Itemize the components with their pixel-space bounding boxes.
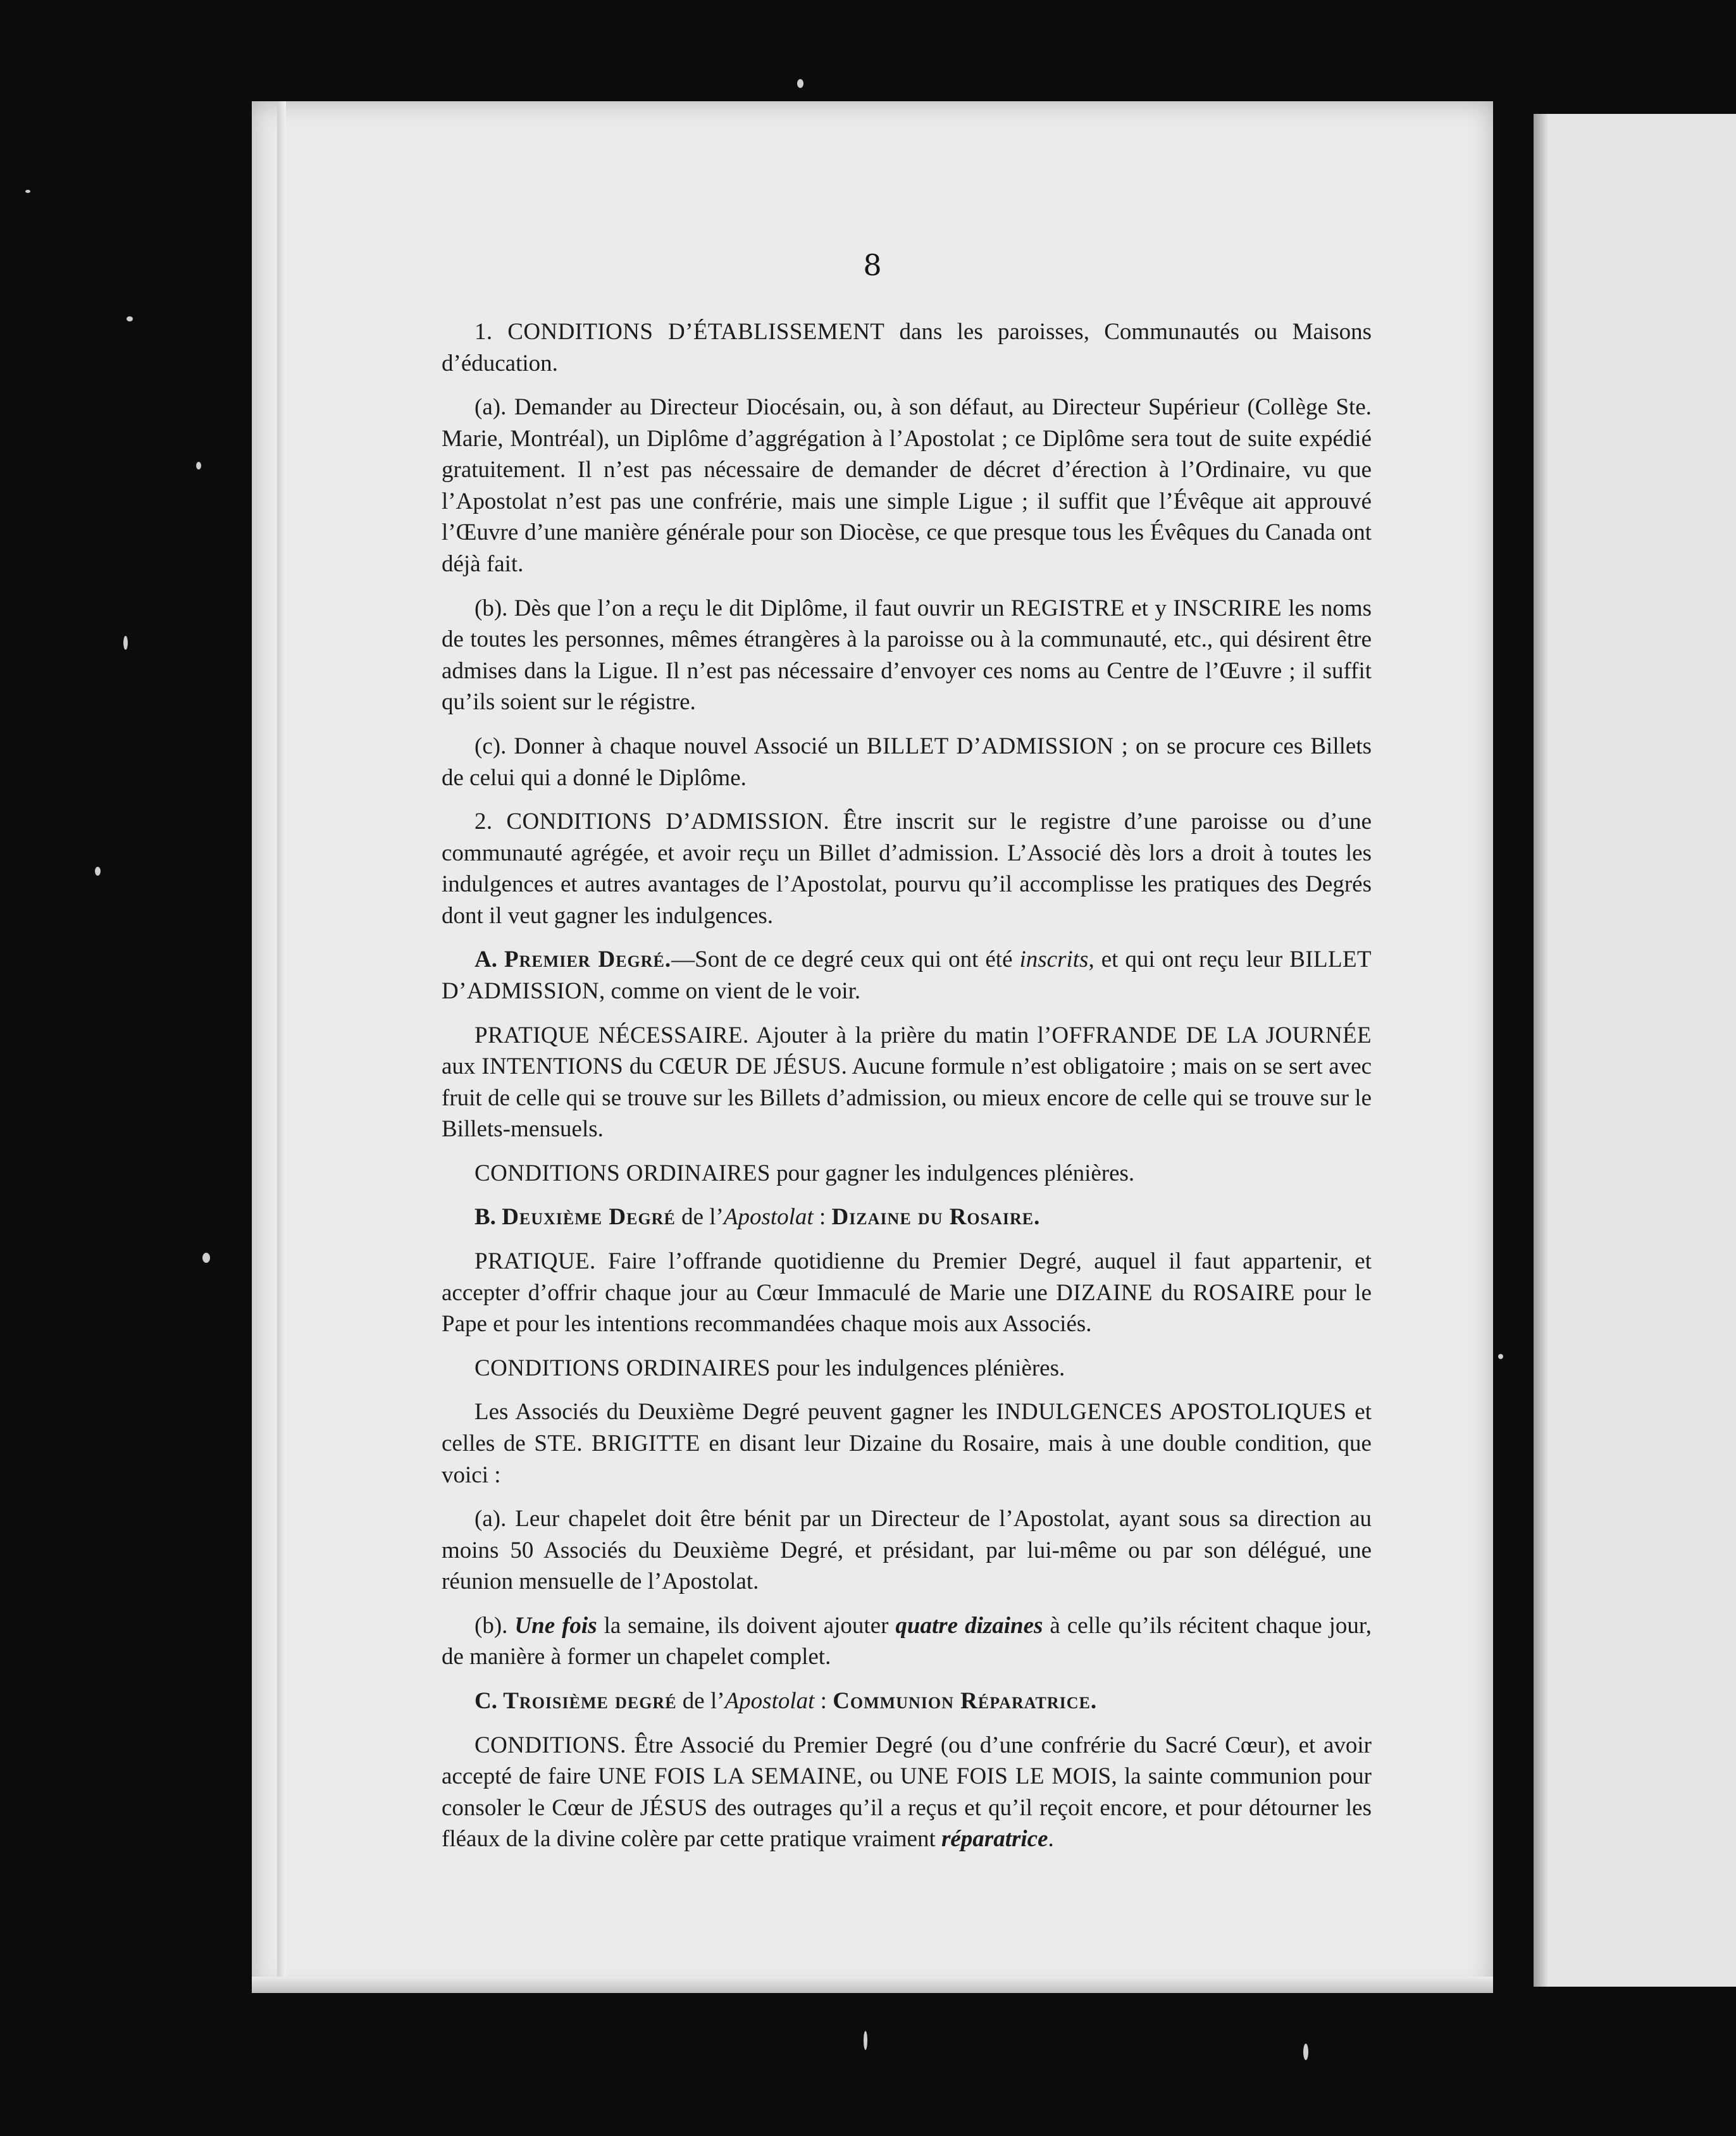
scan-speck	[196, 462, 201, 469]
paragraph-text: (b). Dès que l’on a reçu le dit Diplôme, il faut ouvrir un	[474, 595, 1011, 621]
section-1-paragraph	[442, 316, 1372, 379]
keyword: OFFRANDE DE LA JOURNÉE	[1051, 1022, 1372, 1048]
paragraph-text: , ou	[857, 1763, 900, 1790]
section-heading: CONDITIONS.	[474, 1732, 626, 1758]
paragraph-text: (a). Leur chapelet doit être bénit par un Directeur de l’Apostolat, ayant sous sa direction au moins 50 Associés du Deuxième Degré, et présidant, par lui-même ou par son délégué, une réunion mensuelle de l’Apostolat.	[442, 1506, 1372, 1595]
page-edge	[277, 101, 286, 1993]
paragraph-text: pour gagner les indulgences plénières.	[770, 1160, 1135, 1186]
paragraph-b	[442, 593, 1372, 718]
scan-speck	[127, 316, 133, 321]
keyword: BILLET D’ADMISSION	[442, 947, 1372, 1004]
emphasis: Apostolat	[724, 1687, 815, 1714]
keyword: ROSAIRE	[1193, 1279, 1295, 1306]
paragraph-text: :	[814, 1687, 833, 1714]
section-heading: CONDITIONS ORDINAIRES	[474, 1160, 771, 1186]
conditions-c-paragraph	[442, 1730, 1372, 1855]
degree-b-heading	[442, 1202, 1372, 1233]
pratique-necessaire-paragraph	[442, 1020, 1372, 1145]
paragraph-text: dans les paroisses, Communautés ou Maisons d’éducation.	[442, 319, 1372, 376]
section-heading: 2. CONDITIONS D’ADMISSION.	[474, 809, 830, 835]
paragraph-text: , et qui ont reçu leur	[1088, 947, 1290, 973]
keyword: JÉSUS	[640, 1794, 708, 1821]
scan-speck	[797, 79, 803, 88]
keyword: BILLET D’ADMISSION	[866, 733, 1114, 759]
paragraph-text: Être inscrit sur le registre d’une paroisse ou d’une communauté agrégée, et avoir reçu un Billet d’admission. L’Associé dès lors a droit à toutes les indulgences et autres avantages de l’Apostolat, pourvu qu’il accomplisse les pratiques des Degrés dont il veut gagner les indulgences.	[442, 809, 1372, 929]
paragraph-text: Ajouter à la prière du matin l’	[748, 1022, 1052, 1048]
degree-title: Troisième degré	[503, 1687, 677, 1714]
paragraph-text: des outrages qu’il a reçus et qu’il reçoit encore, et pour détourner les fléaux de la divine colère par cette pratique vraiment	[442, 1794, 1372, 1853]
paragraph-text: et celles de	[442, 1399, 1372, 1456]
paragraph-text: Les Associés du Deuxième Degré peuvent gagner les	[474, 1399, 996, 1425]
paragraph-text: ; on se procure ces Billets de celui qui a donné le Diplôme.	[442, 733, 1372, 791]
degree-title: Premier Degré.	[504, 947, 672, 973]
paragraph-text: du	[623, 1053, 659, 1080]
condition-b-paragraph	[442, 1610, 1372, 1673]
section-heading: PRATIQUE.	[474, 1248, 596, 1275]
conditions-ordinaires-2	[442, 1353, 1372, 1384]
paragraph-text: à celle qu’ils récitent chaque jour, de manière à former un chapelet complet.	[442, 1612, 1372, 1670]
associes-deuxieme-paragraph	[442, 1396, 1372, 1491]
emphasis: inscrits	[1019, 947, 1089, 973]
paragraph-text: , comme on vient de le voir.	[599, 978, 861, 1004]
scan-speck	[1303, 2044, 1308, 2060]
keyword: INSCRIRE	[1173, 595, 1282, 621]
paragraph-text: (a). Demander au Directeur Diocésain, ou, à son défaut, au Directeur Supérieur (Collège Ste. Marie, Montréal), un Diplôme d’aggrégation à l’Apostolat ; ce Diplôme sera tout de suite expédié gratuitement. Il n’est pas nécessaire de demander de décret d’érection à l’Ordinaire, vu que l’Apostolat n’est pas une confrérie, mais une simple Ligue ; il suffit que l’Évêque ait approuvé l’Œuvre d’une manière générale pour son Diocèse, ce que presque tous les Évêques du Canada ont déjà fait.	[442, 394, 1372, 578]
paragraph-text: (c). Donner à chaque nouvel Associé un	[474, 733, 867, 759]
paragraph-text: pour le Pape et pour les intentions recommandées chaque mois aux Associés.	[442, 1279, 1372, 1338]
section-2-paragraph	[442, 806, 1372, 931]
degree-c-heading	[442, 1686, 1372, 1717]
right-page	[1534, 114, 1736, 1987]
paragraph-c	[442, 731, 1372, 793]
scan-speck	[123, 636, 128, 650]
degree-letter: B.	[474, 1204, 496, 1231]
scan-speck	[1498, 1354, 1503, 1359]
degree-letter: A.	[474, 947, 497, 973]
degree-a-paragraph	[442, 944, 1372, 1007]
scan-speck	[95, 867, 101, 876]
section-heading: PRATIQUE NÉCESSAIRE.	[474, 1022, 749, 1048]
paragraph-a	[442, 392, 1372, 580]
keyword: REGISTRE	[1010, 595, 1125, 621]
keyword: INTENTIONS	[481, 1053, 624, 1080]
page-bottom-edge	[252, 1977, 1493, 1993]
conditions-ordinaires-1	[442, 1158, 1372, 1189]
scan-speck	[25, 190, 30, 193]
degree-name: Communion Réparatrice.	[833, 1687, 1098, 1714]
paragraph-text: la semaine, ils doivent ajouter	[597, 1612, 896, 1639]
paragraph-text: . Aucune formule n’est obligatoire ; mais on se sert avec fruit de celle qui se trouve sur les Billets d’admission, ou mieux encore de celle qui se trouve sur le Billets-mensuels.	[442, 1053, 1372, 1143]
scan-speck	[202, 1253, 210, 1263]
keyword: CŒUR DE JÉSUS	[659, 1053, 841, 1080]
page-gutter	[1534, 114, 1549, 1987]
paragraph-text: .	[1048, 1826, 1054, 1853]
paragraph-text: de l’	[676, 1687, 725, 1714]
emphasis: Apostolat	[723, 1204, 814, 1231]
paragraph-text: de l’	[675, 1204, 724, 1231]
paragraph-text: :	[813, 1204, 832, 1231]
page-number: 8	[863, 248, 882, 282]
paragraph-text: , la sainte communion pour consoler le Cœur de	[442, 1763, 1372, 1821]
page-text	[442, 316, 1372, 1868]
keyword: STE. BRIGITTE	[534, 1430, 700, 1456]
paragraph-text: en disant leur Dizaine du Rosaire, mais à une double condition, que voici :	[442, 1430, 1372, 1488]
paragraph-text: (b).	[474, 1612, 515, 1639]
condition-a-paragraph	[442, 1503, 1372, 1598]
degree-letter: C.	[474, 1687, 497, 1714]
emphasis: Une fois	[514, 1612, 597, 1639]
paragraph-text: Faire l’offrande quotidienne du Premier Degré, auquel il faut appartenir, et accepter d’offrir chaque jour au Cœur Immaculé de Marie une	[442, 1248, 1372, 1306]
degree-name: Dizaine du Rosaire.	[831, 1204, 1041, 1231]
paragraph-text: aux	[442, 1053, 482, 1080]
paragraph-text: pour les indulgences plénières.	[770, 1355, 1065, 1381]
paragraph-text: les noms de toutes les personnes, mêmes étrangères à la paroisse ou à la communauté, etc., qui désirent être admises dans la Ligue. Il n’est pas nécessaire d’envoyer ces noms au Centre de l’Œuvre ; il suffit qu’ils soient sur le régistre.	[442, 595, 1372, 716]
left-page	[252, 101, 1493, 1993]
paragraph-text: du	[1152, 1279, 1193, 1306]
paragraph-text: et y	[1124, 595, 1174, 621]
keyword: DIZAINE	[1056, 1279, 1153, 1306]
paragraph-text: Être Associé du Premier Degré (ou d’une confrérie du Sacré Cœur), et avoir accepté de faire	[442, 1732, 1372, 1790]
degree-title: Deuxième Degré	[502, 1204, 676, 1231]
emphasis: réparatrice	[941, 1826, 1048, 1853]
section-heading: 1. CONDITIONS D’ÉTABLISSEMENT	[474, 319, 885, 345]
keyword: INDULGENCES APOSTOLIQUES	[996, 1399, 1347, 1425]
keyword: UNE FOIS LE MOIS	[900, 1763, 1112, 1790]
emphasis: quatre dizaines	[895, 1612, 1043, 1639]
scan-speck	[864, 2031, 867, 2050]
pratique-b-paragraph	[442, 1246, 1372, 1340]
section-heading: CONDITIONS ORDINAIRES	[474, 1355, 771, 1381]
paragraph-text: —Sont de ce degré ceux qui ont été	[671, 947, 1020, 973]
keyword: UNE FOIS LA SEMAINE	[598, 1763, 857, 1790]
